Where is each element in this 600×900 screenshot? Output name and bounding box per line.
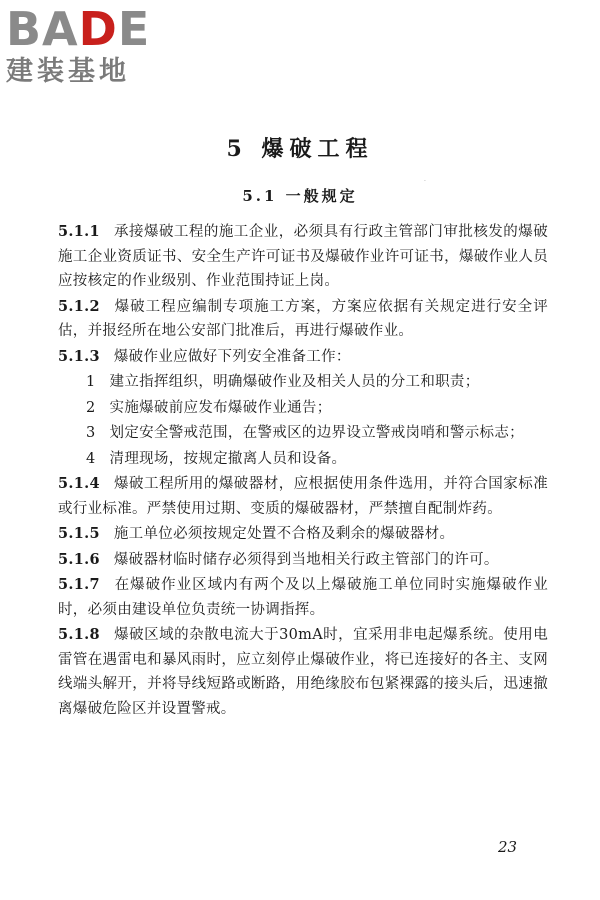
brand-logo-subtitle: 建装基地 [6,56,130,87]
brand-logo-text: BADE [6,2,151,56]
brand-logo [6,4,176,88]
list-item: 1 建立指挥组织，明确爆破作业及相关人员的分工和职责； [86,374,480,390]
clause-5-1-6: 5.1.6 爆破器材临时储存必须得到当地相关行政主管部门的许可。 [58,550,499,568]
clause-5-1-2: 5.1.2 爆破工程应编制专项施工方案，方案应依据有关规定进行安全评估，并报经所在地公安部门批准后，再进行爆破作业。 [58,297,548,339]
scan-speck: · [424,178,426,185]
clause-5-1-1: 5.1.1 承接爆破工程的施工企业，必须具有行政主管部门审批核发的爆破施工企业资质证书、安全生产许可证书及爆破作业许可证书，爆破作业人员应按核定的作业级别、作业范围持证上岗。 [58,223,548,289]
clause-5-1-5: 5.1.5 施工单位必须按规定处置不合格及剩余的爆破器材。 [58,525,455,542]
clause-5-1-8: 5.1.8 爆破区域的杂散电流大于30mA时，宜采用非电起爆系统。使用电雷管在遇雷电和暴风雨时，应立刻停止爆破作业，将已连接好的各主、支网线端头解开，并将导线短路或断路，用绝缘胶布包紧裸露的接头后，迅速撤离爆破危险区并设置警戒。 [58,626,548,717]
list-item: 3 划定安全警戒范围，在警戒区的边界设立警戒岗哨和警示标志； [86,425,524,441]
chapter-title: 5 爆破工程 [226,136,374,162]
clause-5-1-3: 5.1.3 爆破作业应做好下列安全准备工作： [58,347,351,365]
page-number: 23 [498,838,518,856]
section-title: 5.1 一般规定 [242,187,358,205]
clause-5-1-4: 5.1.4 爆破工程所用的爆破器材，应根据使用条件选用，并符合国家标准或行业标准。严禁使用过期、变质的爆破器材，严禁擅自配制炸药。 [58,475,548,517]
list-item: 2 实施爆破前应发布爆破作业通告； [86,399,332,416]
clause-5-1-7: 5.1.7 在爆破作业区域内有两个及以上爆破施工单位同时实施爆破作业时，必须由建设单位负责统一协调指挥。 [58,576,548,618]
document-body [58,220,548,722]
list-item: 4 清理现场，按规定撤离人员和设备。 [86,450,347,467]
